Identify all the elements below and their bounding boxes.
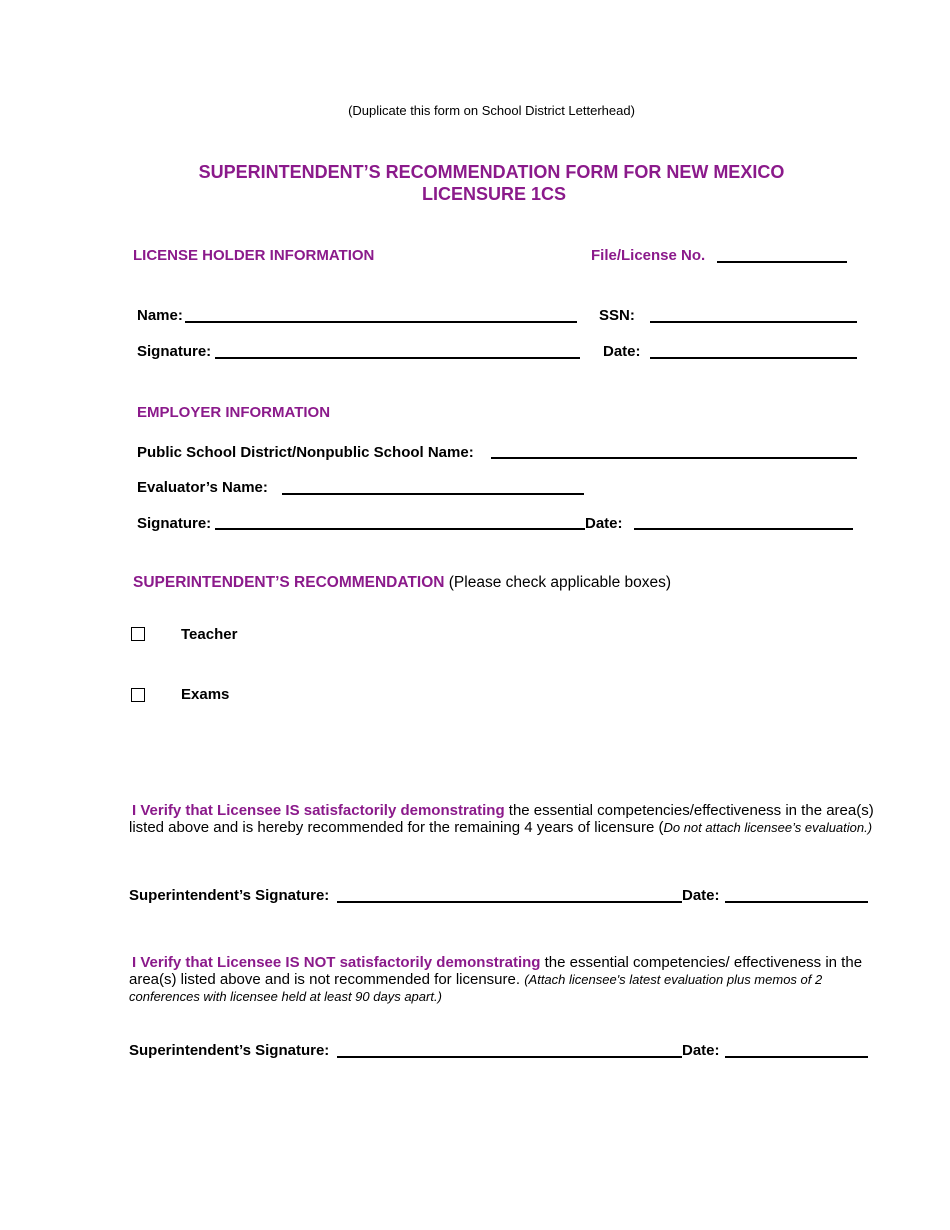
employer-heading: EMPLOYER INFORMATION — [137, 404, 331, 421]
verify-negative-lead: I Verify that Licensee IS NOT satisfactorily demonstrating — [132, 954, 541, 971]
verify-positive-statement — [129, 802, 874, 836]
file-license-field[interactable] — [717, 261, 847, 263]
district-label: Public School District/Nonpublic School Name: — [137, 444, 474, 461]
holder-date-field[interactable] — [650, 357, 857, 359]
verify-positive-note: Do not attach licensee’s evaluation.) — [663, 820, 873, 835]
holder-date-label: Date: — [603, 343, 641, 360]
name-label: Name: — [137, 307, 183, 324]
recommendation-header — [133, 574, 671, 592]
verify-negative-note: (Attach licensee's latest evaluation plus memos of 2 conferences with licensee held at least 90 days apart.) — [129, 972, 823, 1004]
letterhead-note: (Duplicate this form on School District Letterhead) — [348, 103, 635, 118]
holder-signature-field[interactable] — [215, 357, 580, 359]
exams-checkbox[interactable] — [131, 688, 145, 702]
form-title-line1: SUPERINTENDENT’S RECOMMENDATION FORM FOR NEW MEXICO — [198, 162, 785, 182]
employer-date-field[interactable] — [634, 528, 853, 530]
license-holder-heading: LICENSE HOLDER INFORMATION — [133, 247, 375, 264]
ssn-field[interactable] — [650, 321, 857, 323]
positive-superintendent-signature-label: Superintendent’s Signature: — [129, 887, 330, 904]
evaluator-field[interactable] — [282, 493, 584, 495]
negative-superintendent-signature-label: Superintendent’s Signature: — [129, 1042, 330, 1059]
employer-signature-label: Signature: — [137, 515, 212, 532]
district-field[interactable] — [491, 457, 857, 459]
positive-superintendent-signature-field[interactable] — [337, 901, 682, 903]
verify-negative-text: the essential competencies/ effectiveness in the area(s) listed above and is not recommended for licensure. — [129, 954, 863, 988]
holder-signature-label: Signature: — [137, 343, 212, 360]
teacher-option-label: Teacher — [181, 626, 238, 643]
evaluator-label: Evaluator’s Name: — [137, 479, 268, 496]
recommendation-heading: SUPERINTENDENT’S RECOMMENDATION — [133, 574, 445, 591]
verify-negative-statement — [129, 954, 874, 1005]
negative-date-label: Date: — [682, 1042, 720, 1059]
negative-date-field[interactable] — [725, 1056, 868, 1058]
recommendation-instruction: (Please check applicable boxes) — [448, 574, 672, 591]
verify-positive-text: the essential competencies/effectiveness in the area(s) listed above and is hereby recommended for the remaining 4 years of licensure ( — [129, 802, 874, 836]
verify-positive-lead: I Verify that Licensee IS satisfactorily demonstrating — [132, 802, 505, 819]
teacher-checkbox[interactable] — [131, 627, 145, 641]
form-title-line2: LICENSURE 1CS — [421, 184, 567, 204]
employer-date-label: Date: — [585, 515, 623, 532]
positive-date-label: Date: — [682, 887, 720, 904]
employer-signature-field[interactable] — [215, 528, 585, 530]
negative-superintendent-signature-field[interactable] — [337, 1056, 682, 1058]
ssn-label: SSN: — [599, 307, 635, 324]
file-license-label: File/License No. — [591, 247, 706, 264]
name-field[interactable] — [185, 321, 577, 323]
positive-date-field[interactable] — [725, 901, 868, 903]
exams-option-label: Exams — [181, 686, 230, 703]
